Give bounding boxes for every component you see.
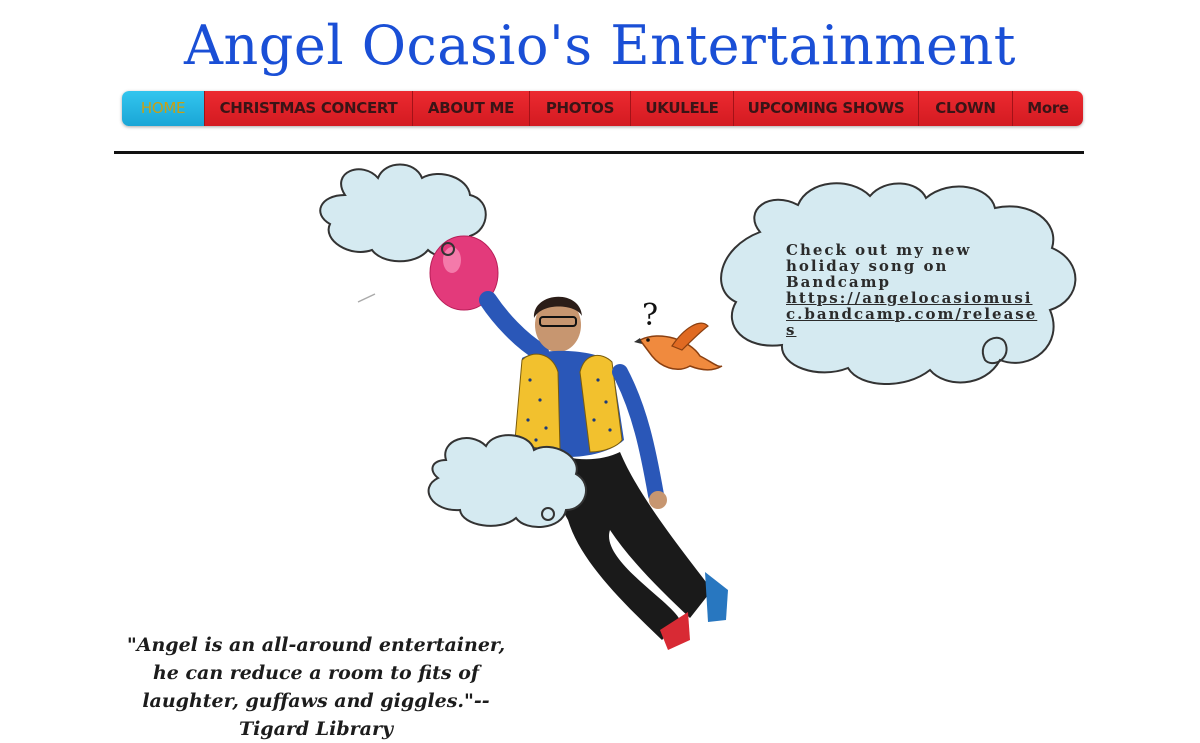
- bandcamp-link[interactable]: https://angelocasiomusic.bandcamp.com/releases: [786, 289, 1038, 339]
- site-title: Angel Ocasio's Entertainment: [184, 14, 1016, 77]
- question-mark: ?: [642, 298, 659, 333]
- motion-line: [358, 294, 375, 302]
- testimonial-quote: "Angel is an all-around entertainer, he can reduce a room to fits of laughter, guffaws and giggles."--Tigard Library: [126, 634, 506, 740]
- bird-eye: [646, 338, 650, 342]
- nav-ukulele[interactable]: UKULELE: [630, 91, 733, 126]
- bandcamp-callout: [786, 242, 1046, 338]
- nav-upcoming-shows[interactable]: UPCOMING SHOWS: [733, 91, 918, 126]
- person-hand: [649, 491, 667, 509]
- person-shoe-blue: [705, 572, 728, 622]
- nav-more[interactable]: More: [1012, 91, 1083, 126]
- bandcamp-callout-text: Check out my new holiday song on Bandcamp: [786, 241, 972, 291]
- nav-christmas-concert[interactable]: CHRISTMAS CONCERT: [204, 91, 412, 126]
- balloon-highlight: [443, 247, 461, 273]
- nav-about-me[interactable]: ABOUT ME: [412, 91, 529, 126]
- nav-clown[interactable]: CLOWN: [918, 91, 1012, 126]
- nav-home[interactable]: HOME: [122, 91, 204, 126]
- nav-photos[interactable]: PHOTOS: [529, 91, 630, 126]
- person-raised-arm: [488, 300, 540, 352]
